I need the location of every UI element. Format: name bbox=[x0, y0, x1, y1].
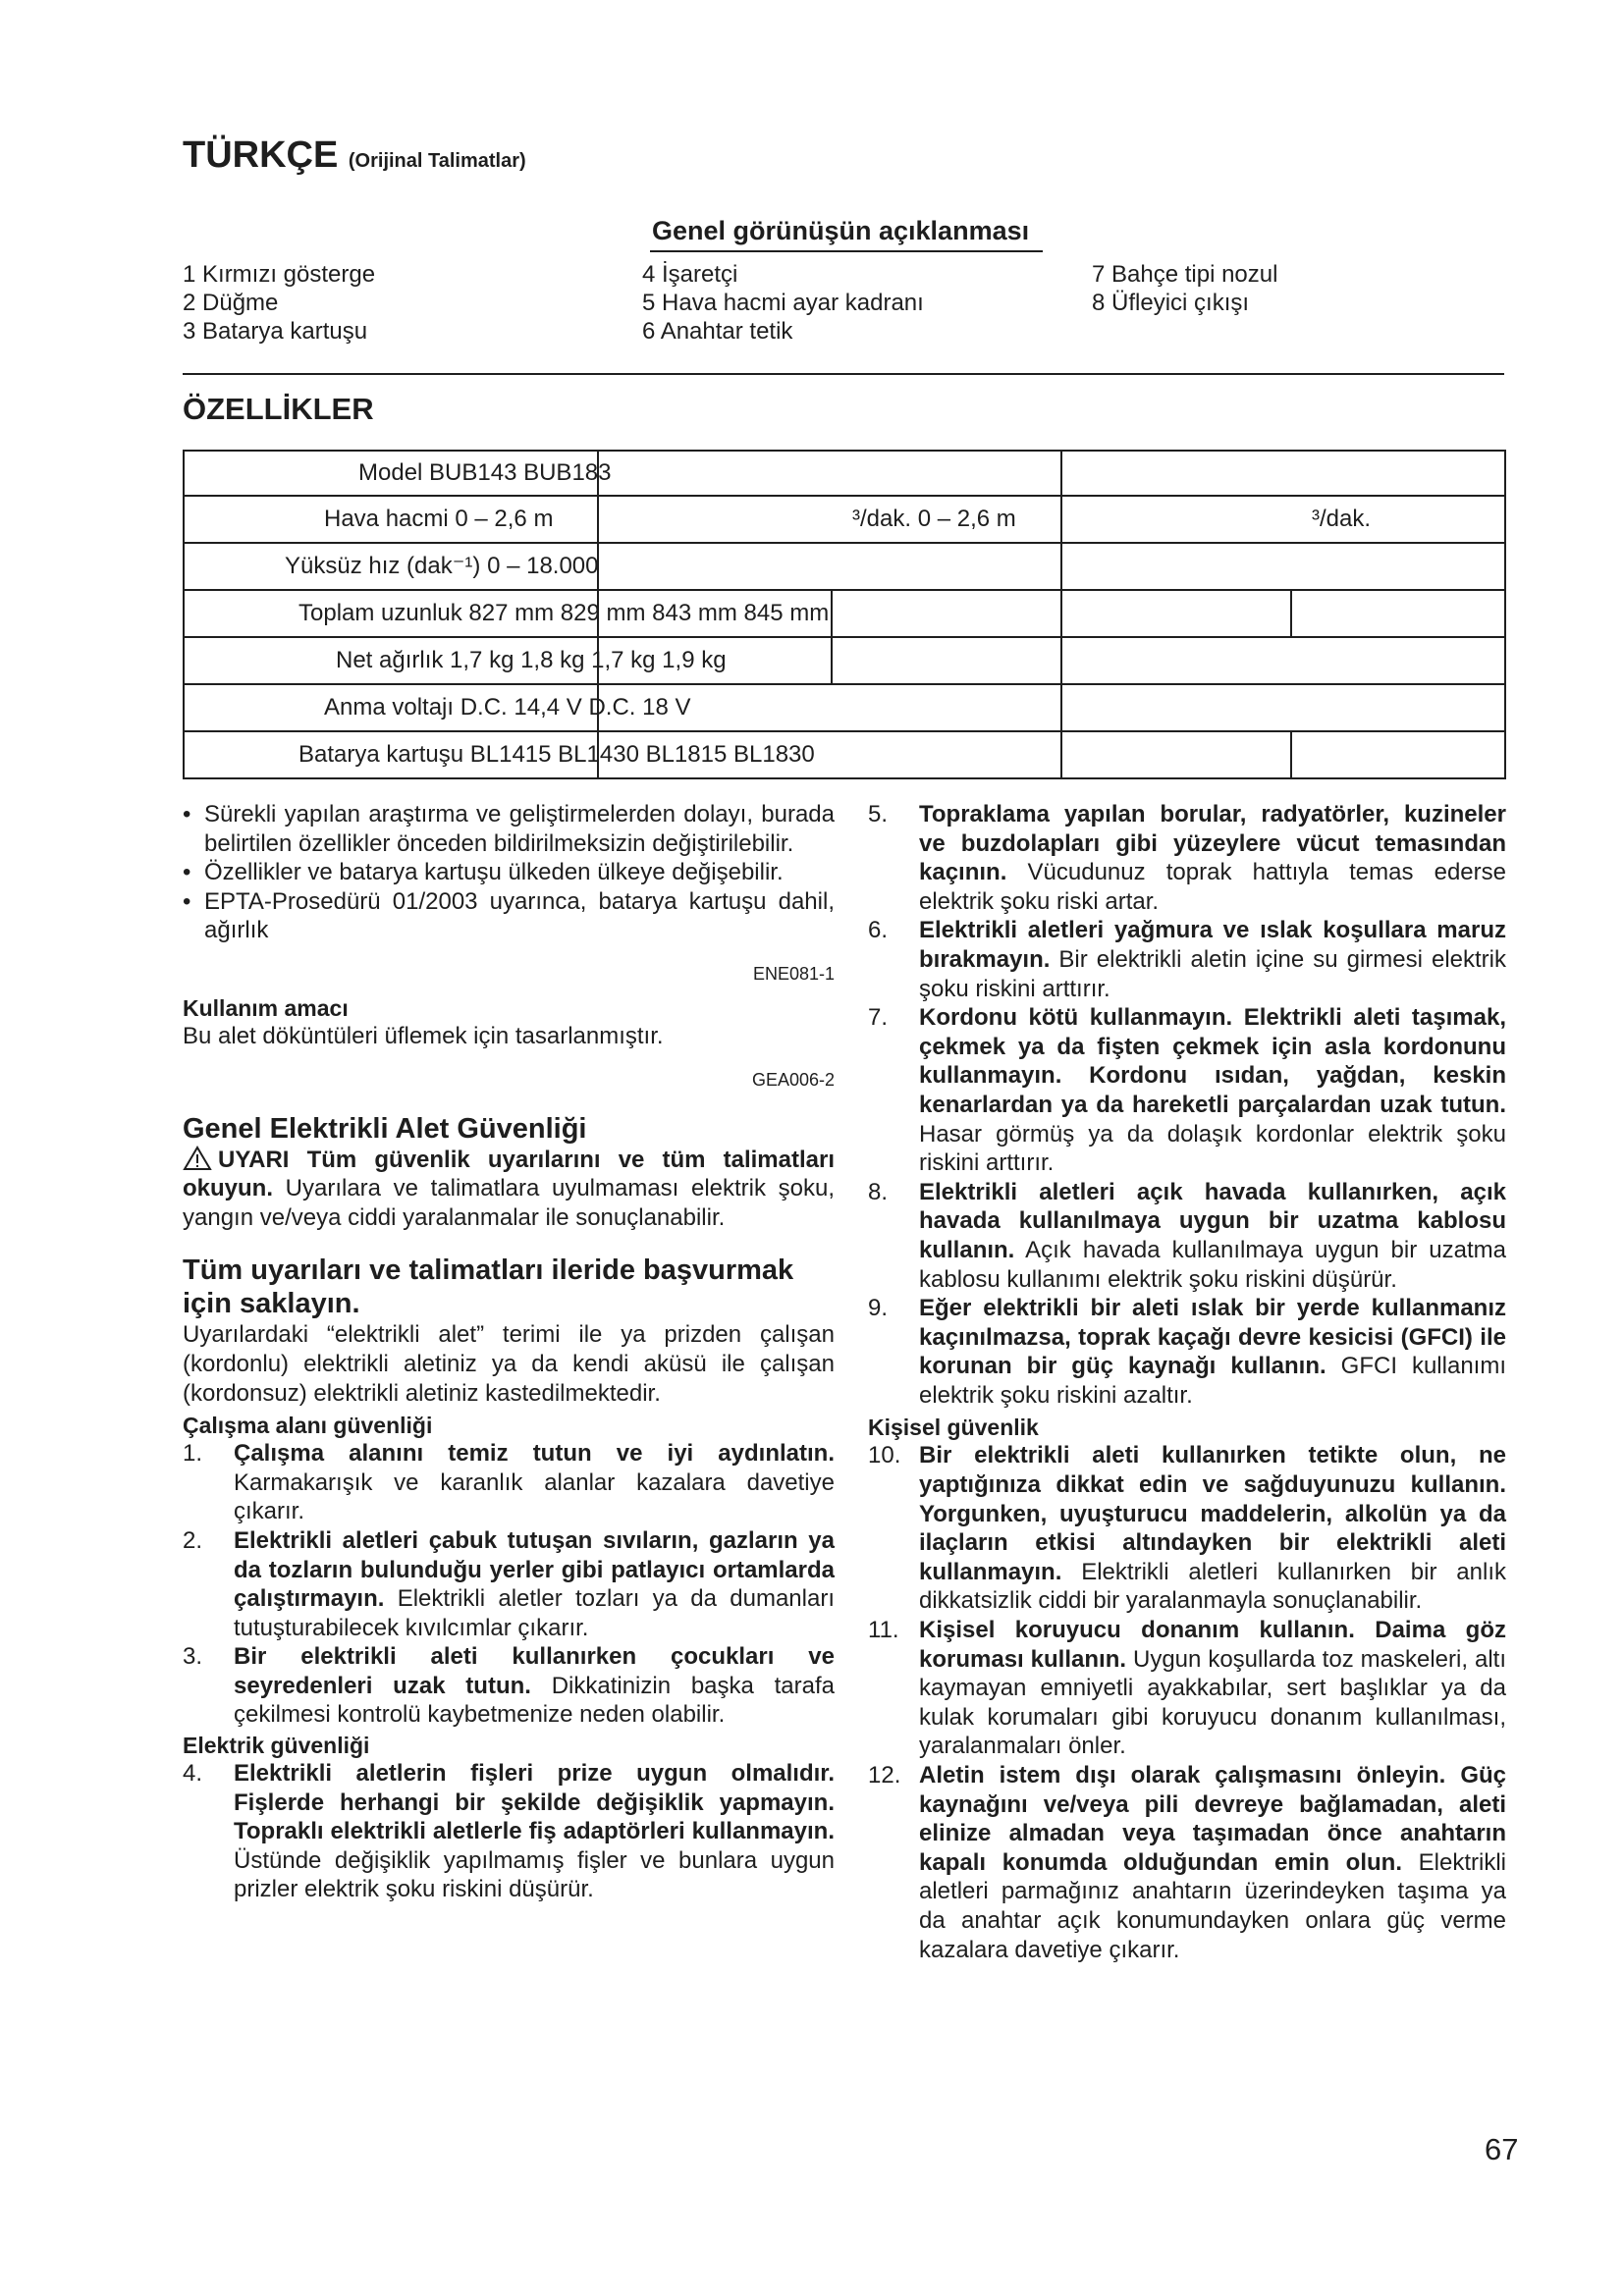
item-bold: Kordonu kötü kullanmayın. Elektrikli aleti taşımak, çekmek ya da fişten çekmek için asla kordonunu kullanmayın. Kordonu ısıdan, yağdan, keskin kenarlardan ya da hareketli parçalardan uzak tutun. bbox=[919, 1004, 1506, 1118]
item-number: 4. bbox=[183, 1760, 203, 1788]
spec-row-air-volume-unit-1: ³/dak. 0 – 2,6 m bbox=[852, 506, 1016, 532]
personal-safety-title: Kişisel güvenlik bbox=[868, 1415, 1039, 1441]
right-column bbox=[868, 800, 1506, 1964]
warning-bold: UYARI Tüm güvenlik uyarılarını ve tüm talimatları okuyun. bbox=[183, 1146, 835, 1202]
item-bold: Bir elektrikli aleti kullanırken tetikte olun, ne yaptığınıza dikkat edin ve sağduyunuzu kullanın. Yorgunken, uyuşturucu maddelerin, alkolün ya da ilaçların etkisi altındayken bir elektrikli aleti kullanmayın. bbox=[919, 1442, 1506, 1585]
doc-code: GEA006-2 bbox=[751, 1069, 835, 1090]
item-bold: Elektrikli aletleri yağmura ve ıslak koşullara maruz bırakmayın. bbox=[919, 917, 1506, 973]
table-line bbox=[1060, 450, 1062, 779]
spec-note: • EPTA-Prosedürü 01/2003 uyarınca, batarya kartuşu dahil, ağırlık bbox=[183, 887, 835, 945]
spec-row-overall-length: Toplam uzunluk 827 mm 829 mm 843 mm 845 mm bbox=[298, 600, 830, 626]
spec-row-net-weight: Net ağırlık 1,7 kg 1,8 kg 1,7 kg 1,9 kg bbox=[336, 647, 727, 673]
item-text: Vücudunuz toprak hattıyla temas ederse elektrik şoku riski artar. bbox=[919, 859, 1506, 915]
table-line bbox=[1504, 450, 1506, 779]
item-number: 10. bbox=[868, 1442, 901, 1469]
keep-instructions-text: Uyarılardaki “elektrikli alet” terimi ile ya prizden çalışan (kordonlu) elektrikli aletiniz ya da kendi aküsü ile çalışan (kordonsuz) elektrikli aletiniz kastedilmektedir. bbox=[183, 1321, 835, 1407]
safety-item bbox=[868, 1761, 1506, 1964]
language-heading bbox=[183, 133, 526, 183]
item-number: 8. bbox=[868, 1178, 889, 1205]
item-bold: Elektrikli aletlerin fişleri prize uygun olmalıdır. Fişlerde herhangi bir şekilde değişiklik yapmayın. Topraklı elektrikli aletlerle fiş adaptörleri kullanmayın. bbox=[234, 1760, 835, 1845]
item-bold: Çalışma alanını temiz tutun ve iyi aydınlatın. bbox=[234, 1440, 835, 1468]
overview-item: 1 Kırmızı gösterge bbox=[183, 261, 376, 288]
overview-underline bbox=[650, 250, 1043, 252]
specifications-heading: ÖZELLİKLER bbox=[183, 392, 374, 426]
general-safety-title: Genel Elektrikli Alet Güvenliği bbox=[183, 1112, 587, 1145]
safety-item bbox=[868, 1441, 1506, 1616]
item-bold: Topraklama yapılan borular, radyatörler, kuzineler ve buzdolapları gibi yüzeylere vücut temasından kaçının. bbox=[919, 801, 1506, 886]
item-bold: Kişisel koruyucu donanım kullanın. Daima göz koruması kullanın. bbox=[919, 1617, 1506, 1673]
overview-column-2 bbox=[642, 260, 924, 346]
spec-row-rated-voltage: Anma voltajı D.C. 14,4 V D.C. 18 V bbox=[324, 694, 691, 721]
overview-item: 8 Üfleyici çıkışı bbox=[1092, 290, 1250, 316]
table-line bbox=[183, 730, 1506, 732]
item-number: 11. bbox=[868, 1617, 899, 1644]
safety-item bbox=[183, 1642, 835, 1730]
overview-item: 7 Bahçe tipi nozul bbox=[1092, 261, 1278, 288]
item-number: 5. bbox=[868, 801, 889, 828]
table-line bbox=[183, 777, 1506, 779]
table-line bbox=[183, 542, 1506, 544]
item-bold: Elektrikli aletleri çabuk tutuşan sıvıların, gazların ya da tozların bulunduğu yerler gibi patlayıcı ortamlarda çalıştırmayın. bbox=[234, 1526, 835, 1613]
item-bold: Eğer elektrikli bir aleti ıslak bir yerde kullanmanız kaçınılmazsa, toprak kaçağı devre kesicisi (GFCI) ile korunan bir güç kaynağı kullanın. bbox=[919, 1295, 1506, 1380]
overview-item: 4 İşaretçi bbox=[642, 261, 738, 288]
item-text: GFCI kullanımı elektrik şoku riskini azaltır. bbox=[919, 1353, 1506, 1409]
doc-code: ENE081-1 bbox=[752, 963, 835, 984]
language-title: TÜRKÇE bbox=[183, 134, 339, 176]
item-text: Karmakarışık ve karanlık alanlar kazalara davetiye çıkarır. bbox=[234, 1468, 835, 1525]
overview-title: Genel görünüşün açıklanması bbox=[652, 216, 1030, 245]
overview-column-3 bbox=[1092, 260, 1277, 317]
safety-item bbox=[868, 916, 1506, 1003]
table-line bbox=[183, 683, 1506, 685]
keep-instructions-title: Tüm uyarıları ve talimatları ileride başvurmak için saklayın. bbox=[183, 1255, 794, 1320]
item-number: 7. bbox=[868, 1004, 889, 1032]
safety-item bbox=[868, 1003, 1506, 1178]
section-divider bbox=[183, 373, 1504, 375]
item-number: 1. bbox=[183, 1440, 203, 1468]
safety-item bbox=[183, 1439, 835, 1526]
overview-column-1 bbox=[183, 260, 375, 346]
spec-row-air-volume-unit-2: ³/dak. bbox=[1312, 506, 1372, 532]
item-number: 6. bbox=[868, 917, 889, 944]
intended-use-text: Bu alet döküntüleri üflemek için tasarlanmıştır. bbox=[183, 1022, 664, 1049]
overview-item: 5 Hava hacmi ayar kadranı bbox=[642, 290, 924, 316]
item-number: 12. bbox=[868, 1762, 901, 1789]
spec-note: • Özellikler ve batarya kartuşu ülkeden ülkeye değişebilir. bbox=[183, 858, 835, 887]
table-line bbox=[1290, 730, 1292, 777]
spec-note: • Sürekli yapılan araştırma ve geliştirmelerden dolayı, burada belirtilen özellikler önceden bildirilmeksizin değiştirilebilir. bbox=[183, 800, 835, 858]
intended-use-title: Kullanım amacı bbox=[183, 994, 349, 1021]
table-line bbox=[183, 450, 1506, 452]
item-bold: Elektrikli aletleri açık havada kullanırken, açık havada kullanılmaya uygun bir uzatma kablosu kullanın. bbox=[919, 1178, 1506, 1263]
item-text: Üstünde değişiklik yapılmamış fişler ve bunlara uygun prizler elektrik şoku riskini düşürür. bbox=[234, 1846, 835, 1903]
spec-row-air-volume: Hava hacmi 0 – 2,6 m bbox=[324, 506, 554, 532]
item-text: Dikkatinizin başka tarafa çekilmesi kontrolü kaybetmenize neden olabilir. bbox=[234, 1672, 835, 1729]
table-line bbox=[183, 636, 1506, 638]
safety-item bbox=[868, 1178, 1506, 1294]
item-bold: Bir elektrikli aleti kullanırken çocukları ve seyredenleri uzak tutun. bbox=[234, 1643, 835, 1699]
item-text: Uygun koşullarda toz maskeleri, altı kaymayan emniyetli ayakkabılar, sert başlıklar ya da kulak korumaları gibi koruyucu donanım kullanılması, yaralanmaları önler. bbox=[919, 1645, 1507, 1760]
table-line bbox=[1290, 589, 1292, 636]
warning-paragraph bbox=[183, 1146, 835, 1233]
item-text: Hasar görmüş ya da dolaşık kordonlar elektrik şoku riskini arttırır. bbox=[919, 1120, 1506, 1177]
item-text: Bir elektrikli aletin içine su girmesi elektrik şoku riskini arttırır. bbox=[919, 945, 1506, 1002]
table-line bbox=[831, 589, 833, 683]
safety-item bbox=[868, 1616, 1506, 1761]
table-line bbox=[183, 495, 1506, 497]
spec-row-battery-cartridge: Batarya kartuşu BL1415 BL1430 BL1815 BL1830 bbox=[298, 741, 815, 768]
item-bold: Aletin istem dışı olarak çalışmasını önleyin. Güç kaynağını ve/veya pili devreye bağlamadan, aleti elinize almadan veya taşımadan önce anahtarın kapalı konumda olduğundan emin olun. bbox=[919, 1762, 1506, 1876]
overview-item: 2 Düğme bbox=[183, 290, 279, 316]
spec-row-no-load-speed: Yüksüz hız (dak⁻¹) 0 – 18.000 bbox=[285, 553, 599, 579]
item-text: Elektrikli aletler tozları ya da dumanları tutuşturabilecek kıvılcımlar çıkarır. bbox=[234, 1585, 835, 1641]
table-line bbox=[183, 589, 1506, 591]
electric-safety-title: Elektrik güvenliği bbox=[183, 1733, 370, 1759]
item-number: 2. bbox=[183, 1526, 203, 1554]
left-column bbox=[183, 800, 835, 1904]
safety-item bbox=[183, 1526, 835, 1642]
language-subtitle: (Orijinal Talimatlar) bbox=[348, 150, 526, 172]
overview-item: 6 Anahtar tetik bbox=[642, 318, 793, 345]
warning-text: Uyarılara ve talimatlara uyulmaması elektrik şoku, yangın ve/veya ciddi yaralanmalar ile sonuçlanabilir. bbox=[183, 1175, 835, 1231]
item-number: 9. bbox=[868, 1295, 889, 1322]
item-text: Elektrikli aletleri parmağınız anahtarın üzerindeyken taşıma ya da anahtar açık konumundayken onlara güç verme kazalara davetiye çıkarır. bbox=[919, 1848, 1507, 1963]
item-text: Açık havada kullanılmaya uygun bir uzatma kablosu kullanımı elektrik şoku riskini düşürür. bbox=[919, 1236, 1506, 1293]
spec-row-model: Model BUB143 BUB183 bbox=[358, 459, 612, 486]
safety-item bbox=[183, 1759, 835, 1904]
overview-item: 3 Batarya kartuşu bbox=[183, 318, 368, 345]
safety-item bbox=[868, 1294, 1506, 1410]
item-number: 3. bbox=[183, 1643, 203, 1671]
safety-item bbox=[868, 800, 1506, 916]
table-line bbox=[183, 450, 185, 779]
item-text: Elektrikli aletleri kullanırken bir anlık dikkatsizlik ciddi bir yaralanmayla sonuçlanabilir. bbox=[919, 1558, 1506, 1615]
warning-triangle-icon bbox=[183, 1146, 212, 1171]
work-area-title: Çalışma alanı güvenliği bbox=[183, 1413, 433, 1439]
page-number: 67 bbox=[1485, 2132, 1519, 2166]
specifications-table bbox=[183, 450, 1506, 779]
